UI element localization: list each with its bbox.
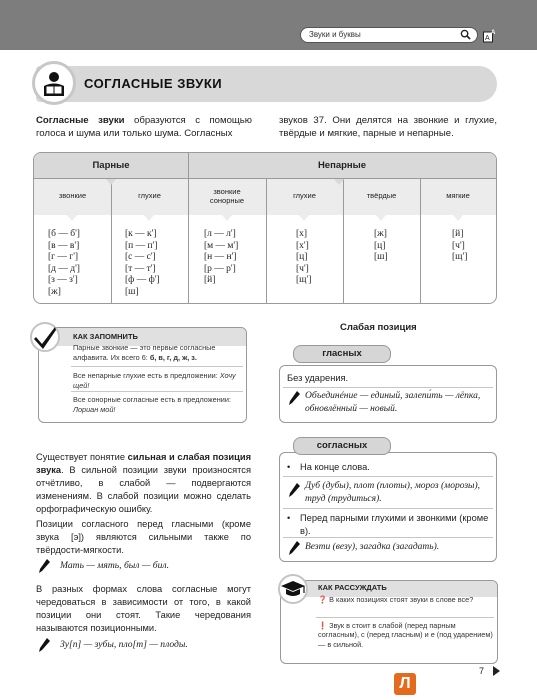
separator: [283, 537, 493, 538]
memo-separator: [71, 366, 243, 367]
memo-line3: Все сонорные согласные есть в предложении:: [73, 395, 231, 404]
paragraph-hardness: Позиции согласного перед гласными (кроме звука [э]) являются сильными также по твёрдости-мягкости.: [36, 519, 251, 555]
graduation-cap-icon: [280, 576, 306, 602]
separator: [283, 387, 493, 388]
divider: [188, 153, 189, 303]
bullet: •: [287, 513, 291, 523]
search-input[interactable]: [300, 27, 478, 43]
para1-text: Существует понятие: [36, 452, 128, 462]
memo-letters: б, в, г, д, ж, з.: [147, 352, 197, 362]
group-paired: Парные: [92, 160, 130, 171]
reasoning-title: КАК РАССУЖДАТЬ: [318, 583, 387, 592]
consonants-tab: согласных: [293, 437, 391, 455]
checkmark-badge: [30, 322, 60, 352]
reasoning-answer: [318, 621, 493, 649]
checkmark-icon: [32, 324, 58, 350]
col-header: глухие: [293, 191, 316, 200]
divider: [420, 179, 421, 303]
group-unpaired: Непарные: [317, 160, 367, 171]
intro-term: Согласные звуки: [36, 115, 125, 126]
notch: [334, 179, 344, 185]
separator: [283, 508, 493, 509]
memo-phrase2: Хочу щей!: [73, 371, 236, 390]
paragraph-positions: [36, 451, 251, 516]
pen-icon: [288, 483, 300, 497]
pen-icon: [288, 541, 300, 555]
search-placeholder: Звуки и буквы: [309, 30, 361, 39]
reader-icon-badge: [32, 61, 76, 105]
col-header: звонкие сонорные: [209, 187, 245, 205]
bullet: •: [287, 462, 291, 472]
answer-text: Звук в стоит в слабой (перед парным согласным), с (перед гласным) и е (под ударением) — в сильной.: [318, 621, 493, 649]
notch: [453, 215, 463, 221]
svg-text:A: A: [491, 30, 496, 36]
memo-title: КАК ЗАПОМНИТЬ: [73, 332, 138, 341]
notch: [144, 215, 154, 221]
weak-position-title: Слабая позиция: [340, 322, 417, 333]
memo-phrase3: Лориан мой!: [73, 404, 116, 414]
intro-left: [36, 114, 252, 140]
table-cell: [л — л'] [м — м'] [н — н'] [р — р'] [й]: [204, 229, 239, 286]
divider: [111, 179, 112, 303]
notch: [106, 179, 116, 185]
divider: [266, 179, 267, 303]
question-text: В каких позициях стоят звуки в слове все?: [329, 595, 474, 604]
notch: [376, 215, 386, 221]
vowels-rule: Без ударения.: [287, 373, 349, 383]
notch: [222, 215, 232, 221]
question-icon: ❓: [318, 595, 330, 604]
consonants-table: [33, 152, 497, 304]
separator: [316, 617, 494, 618]
pen-icon: [38, 559, 50, 573]
table-cell: [х] [х'] [ц] [ч'] [щ']: [296, 229, 312, 286]
table-cell: [к — к'] [п — п'] [с — с'] [т — т'] [ф — ф'] [ш]: [125, 229, 160, 297]
notch: [299, 215, 309, 221]
col-header: мягкие: [446, 191, 470, 200]
memo-separator: [71, 391, 243, 392]
reasoning-question: [318, 595, 493, 604]
memo-text-2: [73, 371, 243, 390]
intro-left-text: образуются с помощью голоса и шума или только шума. Согласных: [36, 115, 253, 139]
consonants-rule-2: Перед парными глухими и звонкими (кроме в).: [300, 513, 489, 536]
reader-icon: [42, 71, 66, 97]
svg-text:A: A: [485, 35, 490, 42]
consonants-rule-1: На конце слова.: [300, 462, 370, 472]
notch: [67, 215, 77, 221]
paragraph-alternation: В разных формах слова согласные могут чередоваться в зависимости от того, в какой позиции они стоят. Такие чередования называются позиционными.: [36, 584, 251, 633]
table-cell: [ж] [ц] [ш]: [374, 229, 388, 263]
next-page-arrow[interactable]: [493, 666, 500, 676]
memo-line2: Все непарные глухие есть в предложении:: [73, 371, 218, 380]
example-line: Зу[п] — зубы, пло[т] — плоды.: [60, 639, 188, 650]
graduation-cap-badge: [278, 574, 308, 604]
search-icon[interactable]: [460, 29, 471, 40]
col-header: глухие: [138, 191, 161, 200]
pen-icon: [38, 638, 50, 652]
separator: [283, 476, 493, 477]
memo-text-3: [73, 395, 243, 414]
intro-right: звуков 37. Они делятся на звонкие и глухие, твёрдые и мягкие, парные и непарные.: [279, 115, 497, 139]
vowels-example: Объединéние — единый, залепи́ть — лёпка, обновлённый — новый.: [305, 391, 481, 414]
table-cell: [й] [ч'] [щ']: [452, 229, 468, 263]
memo-line1: Парные звонкие — это первые согласные алфавита. Их всего 6:: [73, 343, 216, 362]
para1-term: сильная и слабая позиция звука: [36, 452, 251, 475]
page-number: 7: [479, 666, 485, 676]
consonants-example-2: Везти (везу), загадка (загадать).: [305, 542, 440, 552]
pen-icon: [288, 391, 300, 405]
watermark-logo: Л: [394, 673, 416, 695]
memo-text: [73, 343, 243, 362]
para1-rest: . В сильной позиции звуки произносятся отчётливо, в слабой — подвергаются изменениям. В слабой позиции можно сделать орфографическую ошибку.: [36, 465, 251, 514]
example-line: Мать — мять, был — бил.: [60, 560, 169, 571]
vowels-tab: гласных: [293, 345, 391, 363]
col-header: звонкие: [58, 191, 87, 200]
answer-icon: ❗: [318, 621, 330, 630]
page-title: СОГЛАСНЫЕ ЗВУКИ: [84, 76, 223, 91]
col-header: твёрдые: [366, 191, 397, 200]
consonants-example-1: Дуб (дубы), плот (плоты), мороз (морозы), труд (трудиться).: [305, 481, 481, 504]
divider: [343, 179, 344, 303]
table-cell: [б — б'] [в — в'] [г — г'] [д — д'] [з — з'] [ж]: [48, 229, 80, 297]
font-size-icon[interactable]: [483, 27, 497, 43]
